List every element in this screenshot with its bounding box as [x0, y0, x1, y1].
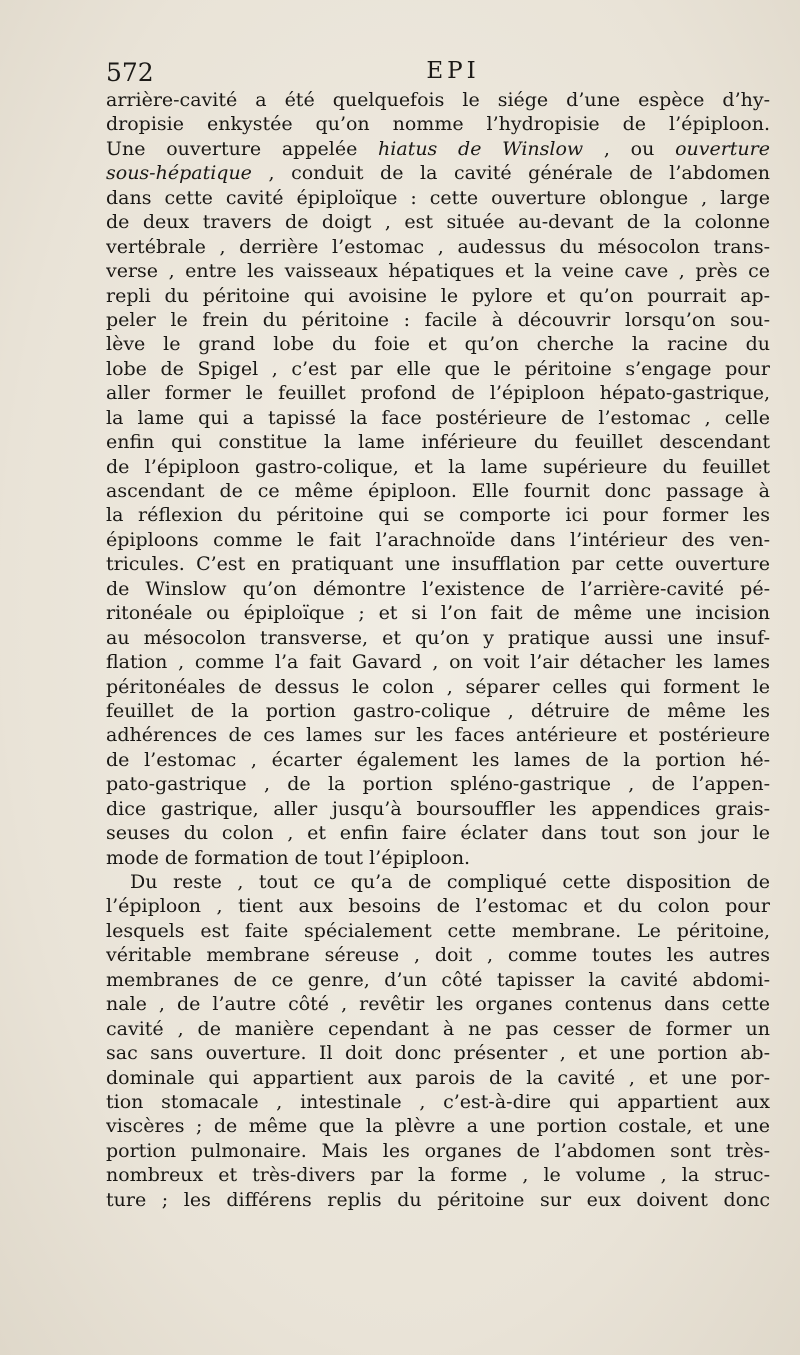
- text-segment: au mésocolon transverse, et qu’on y pratique aussi une insuf-: [106, 626, 770, 649]
- text-segment: tricules. C’est en pratiquant une insufflation par cette ouverture: [106, 553, 770, 576]
- text-line: [106, 919, 770, 943]
- text-segment: la réflexion du péritoine qui se comporte ici pour former les: [106, 504, 770, 527]
- text-line: [106, 528, 770, 552]
- text-segment: l’épiploon , tient aux besoins de l’estomac et du colon pour: [106, 895, 770, 918]
- text-line: [106, 577, 770, 601]
- text-line: [106, 406, 770, 430]
- text-segment: ascendant de ce même épiploon. Elle fournit donc passage à: [106, 480, 770, 502]
- text-segment: sac sans ouverture. Il doit donc présenter , et une portion ab-: [106, 1042, 770, 1065]
- text-segment: vertébrale , derrière l’estomac , audessus du mésocolon trans-: [106, 235, 770, 258]
- text-segment: , ou: [583, 137, 676, 160]
- text-segment: de l’estomac , écarter également les lames de la portion hé-: [106, 748, 770, 771]
- text-line: [106, 846, 770, 870]
- text-segment: lève le grand lobe du foie et qu’on cherche la racine du: [106, 333, 770, 356]
- text-segment: arrière-cavité a été quelquefois le siége d’une espèce d’hy-: [106, 89, 770, 111]
- text-line: [106, 503, 770, 527]
- text-segment: portion pulmonaire. Mais les organes de l’abdomen sont très-: [106, 1139, 770, 1162]
- text-line: [106, 112, 770, 136]
- page-header: [106, 58, 770, 92]
- text-segment: cavité , de manière cependant à ne pas cesser de former un: [106, 1017, 770, 1040]
- text-line: [106, 210, 770, 234]
- text-segment: lobe de Spigel , c’est par elle que le péritoine s’engage pour: [106, 357, 770, 380]
- text-segment: Du reste , tout ce qu’a de compliqué cette disposition de: [130, 871, 770, 893]
- page-number: 572: [106, 58, 154, 87]
- text-segment: ritonéale ou épiploïque ; et si l’on fait de même une incision: [106, 602, 770, 625]
- text-segment: dans cette cavité épiploïque : cette ouverture oblongue , large: [106, 186, 770, 209]
- text-line: [106, 381, 770, 405]
- text-segment: de l’épiploon gastro-colique, et la lame supérieure du feuillet: [106, 455, 770, 478]
- text-line: [106, 1017, 770, 1041]
- text-line: [106, 1090, 770, 1114]
- text-segment: enfin qui constitue la lame inférieure du feuillet descendant: [106, 431, 770, 454]
- text-line: [106, 943, 770, 967]
- text-line: [106, 552, 770, 576]
- text-segment: flation , comme l’a fait Gavard , on voit l’air détacher les lames: [106, 651, 770, 674]
- text-line: [106, 430, 770, 454]
- text-segment: verse , entre les vaisseaux hépatiques et la veine cave , près ce: [106, 260, 770, 283]
- text-segment: nale , de l’autre côté , revêtir les organes contenus dans cette: [106, 993, 770, 1016]
- text-segment: tion stomacale , intestinale , c’est-à-dire qui appartient aux: [106, 1090, 770, 1113]
- body-text: [106, 88, 770, 1212]
- text-line: [106, 161, 770, 185]
- running-head: EPI: [426, 58, 480, 84]
- text-segment: feuillet de la portion gastro-colique , détruire de même les: [106, 699, 770, 722]
- text-line: [106, 1188, 770, 1212]
- text-line: [106, 601, 770, 625]
- text-segment: adhérences de ces lames sur les faces antérieure et postérieure: [106, 724, 770, 747]
- text-segment: dice gastrique, aller jusqu’à boursouffler les appendices grais-: [106, 797, 770, 820]
- text-line: [106, 137, 770, 161]
- text-line: [106, 308, 770, 332]
- text-segment: mode de formation de tout l’épiploon.: [106, 846, 471, 869]
- italic-term: ouverture: [675, 137, 770, 160]
- text-line: [106, 626, 770, 650]
- text-segment: viscères ; de même que la plèvre a une portion costale, et une: [106, 1115, 770, 1138]
- text-line: [106, 821, 770, 845]
- text-segment: de deux travers de doigt , est située au-devant de la colonne: [106, 211, 770, 234]
- text-line: [106, 992, 770, 1016]
- text-line: [106, 723, 770, 747]
- text-segment: dominale qui appartient aux parois de la cavité , et une por-: [106, 1066, 770, 1089]
- text-segment: pato-gastrique , de la portion spléno-gastrique , de l’appen-: [106, 773, 770, 796]
- text-segment: Une ouverture appelée: [106, 137, 379, 160]
- text-line: [106, 870, 770, 894]
- text-line: [106, 455, 770, 479]
- text-line: [106, 1139, 770, 1163]
- text-line: [106, 797, 770, 821]
- text-line: [106, 1066, 770, 1090]
- text-line: [106, 259, 770, 283]
- text-segment: seuses du colon , et enfin faire éclater dans tout son jour le: [106, 822, 770, 845]
- text-segment: véritable membrane séreuse , doit , comme toutes les autres: [106, 944, 770, 967]
- text-line: [106, 1163, 770, 1187]
- text-segment: repli du péritoine qui avoisine le pylore et qu’on pourrait ap-: [106, 284, 770, 307]
- text-line: [106, 650, 770, 674]
- text-line: [106, 894, 770, 918]
- text-line: [106, 699, 770, 723]
- text-segment: dropisie enkystée qu’on nomme l’hydropisie de l’épiploon.: [106, 113, 770, 136]
- text-segment: , conduit de la cavité générale de l’abdomen: [251, 162, 770, 185]
- text-line: [106, 675, 770, 699]
- text-segment: la lame qui a tapissé la face postérieure de l’estomac , celle: [106, 406, 770, 429]
- text-segment: membranes de ce genre, d’un côté tapisser la cavité abdomi-: [106, 968, 770, 991]
- text-line: [106, 357, 770, 381]
- text-line: [106, 284, 770, 308]
- italic-term: hiatus de Winslow: [378, 137, 584, 160]
- text-segment: nombreux et très-divers par la forme , le volume , la struc-: [106, 1164, 770, 1187]
- text-line: [106, 968, 770, 992]
- text-line: [106, 772, 770, 796]
- text-segment: lesquels est faite spécialement cette membrane. Le péritoine,: [106, 919, 770, 942]
- text-line: [106, 1041, 770, 1065]
- text-line: [106, 1114, 770, 1138]
- text-line: [106, 186, 770, 210]
- text-segment: épiploons comme le fait l’arachnoïde dans l’intérieur des ven-: [106, 528, 770, 551]
- text-segment: de Winslow qu’on démontre l’existence de l’arrière-cavité pé-: [106, 577, 770, 600]
- text-segment: peler le frein du péritoine : facile à découvrir lorsqu’on sou-: [106, 308, 770, 331]
- text-segment: ture ; les différens replis du péritoine sur eux doivent donc: [106, 1188, 770, 1211]
- text-line: [106, 332, 770, 356]
- text-line: [106, 479, 770, 503]
- italic-term: sous-hépatique: [106, 162, 252, 185]
- text-line: [106, 748, 770, 772]
- text-segment: aller former le feuillet profond de l’épiploon hépato-gastrique,: [106, 382, 770, 405]
- text-line: [106, 88, 770, 112]
- text-segment: péritonéales de dessus le colon , séparer celles qui forment le: [106, 675, 770, 698]
- text-line: [106, 235, 770, 259]
